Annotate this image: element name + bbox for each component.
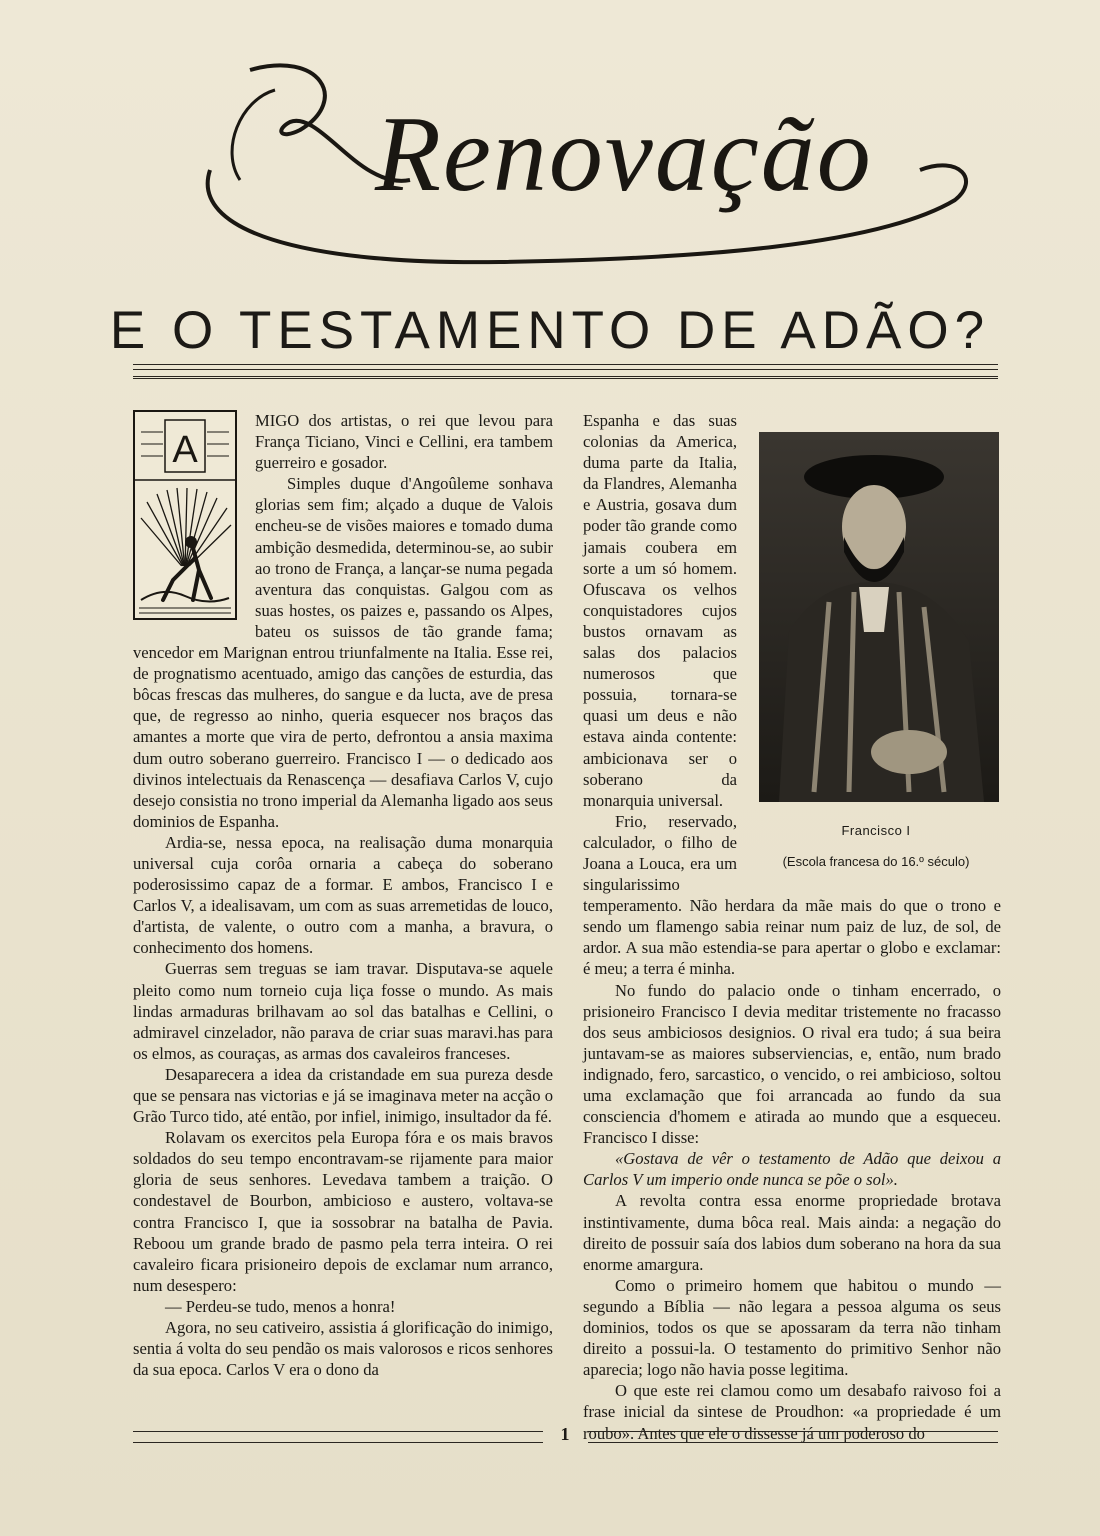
article-column-right <box>583 410 1001 1444</box>
article-paragraph: Guerras sem treguas se iam travar. Disputava-se aquele pleito como num torneio cuja liça fosse o mundo. As mais lindas armaduras brilhavam ao sol das batalhas e Cellini, o admiravel cinzelador, não parava de criar suas maravi.has para os elmos, as couraças, as armas dos cavaleiros franceses. <box>133 959 553 1063</box>
article-paragraph: — Perdeu-se tudo, menos a honra! <box>165 1296 396 1316</box>
article-paragraph: Agora, no seu cativeiro, assistia á glorificação do inimigo, sentia á volta do seu pendão os mais valorosos e ricos senhores da sua epoca. Carlos V era o dono da <box>133 1318 553 1380</box>
article-paragraph: A revolta contra essa enorme propriedade brotava instintivamente, duma bôca real. Mais ainda: a negação do direito de possuir saía dos labios dum soberano na hora da sua enorme amargura. <box>583 1191 1001 1274</box>
masthead-logo <box>180 30 980 280</box>
masthead-title: Renovação <box>375 95 873 214</box>
article-paragraph: Simples duque d'Angoûleme sonhava glorias sem fim; alçado a duque de Valois encheu-se de visões maiores e tomado duma ambição desmedida, determinou-se, ao subir ao trono de França, a lançar-se numa pegada aventura das conquistas. Galgou com as suas hostes, os paizes e, passando os Alpes, bateu os suissos de tão grande fama; vencedor em Marignan entrou triunfalmente na Italia. Esse rei, de prognatismo acentuado, amigo das canções de esturdia, das bôcas frescas das mulheres, do sangue e da lucta, ave de presa que, de regresso ao ninho, queria esquecer nos braços das amantes a morte que vira de perto, defrontou a ansia maxima dum outro soberano guerreiro. Francisco I — o dedicado aos divinos intelectuais da Renascença — desafiava Carlos V, cujo desejo consistia no trono imperial da Alemanha ligado aos seus dominios de Espanha. <box>133 474 553 831</box>
headline: E O TESTAMENTO DE ADÃO? <box>109 301 991 360</box>
article-paragraph: Desaparecera a idea da cristandade em sua pureza desde que se pensara nas victorias e já se imaginava meter na acção o Grão Turco tido, até então, por infiel, inimigo, insultador da fé. <box>133 1064 553 1127</box>
portrait-caption-school: (Escola francesa do 16.º século) <box>782 854 970 870</box>
article-paragraph: Como o primeiro homem que habitou o mundo — segundo a Bíblia — não legara a pessoa alguma os seus dominios, todos os que se apossaram da terra não tinham direito a possui-la. O testamento do primitivo Senhor não aparecia; logo não havia posse legitima. <box>583 1275 1001 1380</box>
footer-rule-right <box>588 1431 998 1443</box>
dropcap-illustration <box>133 410 237 620</box>
page-number: 1 <box>560 1424 570 1444</box>
article-paragraph: No fundo do palacio onde o tinham encerrado, o prisioneiro Francisco I devia meditar tristemente no fracasso dos seus ambiciosos designios. O rival era tudo; á sua beira juntavam-se as maiores subserviencias, e, então, num brado indignado, fero, sarcastico, o vencido, o rei ambicioso, soltou uma exclamação que foi arrancada ao fundo da sua consciencia d'homem e atirada ao mundo que a esqueceu. Francisco I disse: <box>583 980 1001 1148</box>
portrait-image <box>759 432 999 802</box>
article-paragraph: MIGO dos artistas, o rei que levou para França Ticiano, Vinci e Cellini, era tambem guerreiro e gosador. <box>255 411 553 473</box>
article-paragraph: O que este rei clamou como um desabafo raivoso foi a frase inicial da sintese de Proudhon: «a propriedade é um roubo». Antes que ele o dissesse já um poderoso do <box>583 1381 1001 1443</box>
right-intro <box>583 410 1001 980</box>
right-paragraphs <box>583 980 1001 1444</box>
article-paragraph: «Gostava de vêr o testamento de Adão que deixou a Carlos V um imperio onde nunca se põe o sol». <box>583 1149 1001 1190</box>
article-paragraph: Ardia-se, nessa epoca, na realisação duma monarquia universal cuja corôa ornaria a cabeça do soberano poderosissimo capaz de a formar. E ambos, Francisco I e Carlos V, a idealisavam, um com as suas arremetidas de louco, d'artista, de valente, o outro com a manha, a bravura, o conhecimento dos homens. <box>133 832 553 958</box>
divider <box>133 364 998 365</box>
divider <box>133 376 998 379</box>
portrait-caption-name: Francisco I <box>841 823 911 838</box>
dropcap-letter: A <box>172 429 198 471</box>
masthead <box>180 30 980 280</box>
article-paragraph: Espanha e das suas colonias da America, duma parte da Italia, da Flandres, Alemanha e Austria, gosava dum poder tão grande como jamais coubera em sorte a um só homem. Ofuscava os velhos conquistadores cujos bustos ornavam as salas dos palacios numerosos que possuia, tornara-se quasi um deus e não estava ainda contente: ambicionava ser o soberano da monarquia universal. <box>583 411 737 810</box>
divider <box>133 369 998 370</box>
portrait-figure <box>751 432 1001 872</box>
article-paragraph: Rolavam os exercitos pela Europa fóra e os mais bravos soldados do seu tempo encontravam-se rijamente para maior gloria de seus senhores. Levedava tambem a traição. O condestavel de Bourbon, ambicioso e austero, voltava-se contra Francisco I, que ia sossobrar na batalha de Pavia. Reboou um grande brado de pasmo pela terra inteira. O rei cavaleiro ficara prisioneiro depois de exclamar num arranco, num desespero: <box>133 1128 553 1295</box>
article-column-left <box>133 410 553 1380</box>
footer-rule-left <box>133 1431 543 1443</box>
article-paragraph: Frio, reservado, calculador, o filho de Joana a Louca, era um singularissimo temperamento. Não herdara da mãe mais do que o trono e sendo um flamengo sabia reinar num paiz de luz, de sol, de ardor. A sua mão estendia-se para apertar o globo e exclamar: é meu; a terra é minha. <box>583 811 1001 979</box>
